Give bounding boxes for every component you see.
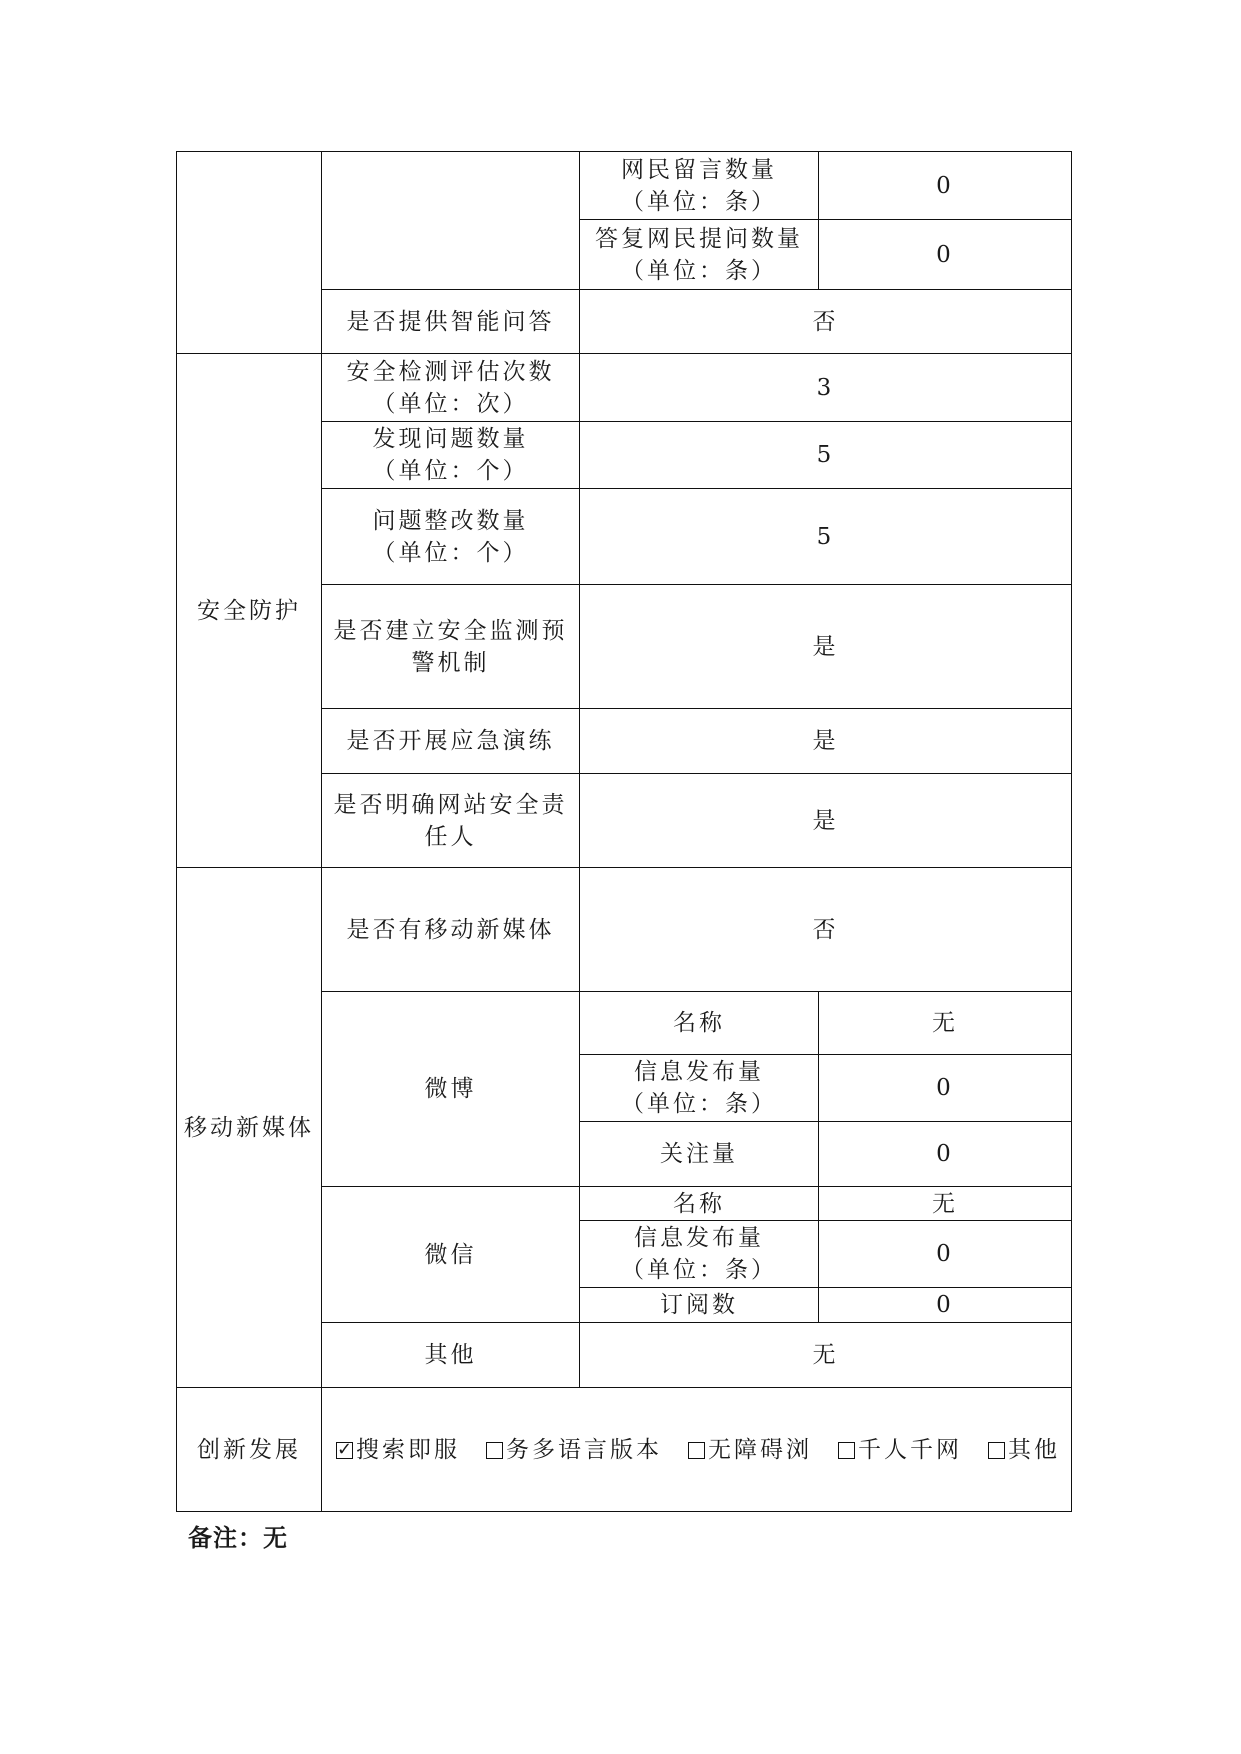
- security-owner-label: 是否明确网站安全责任人: [322, 774, 580, 868]
- report-table: [176, 151, 1072, 1512]
- wechat-posts-label: 信息发布量: [634, 1225, 764, 1251]
- interaction-section-cell: [177, 152, 322, 354]
- problems-fixed-label: 问题整改数量: [372, 507, 529, 534]
- innovation-option-label: 搜索即服: [356, 1436, 460, 1463]
- emergency-drill-label: 是否开展应急演练: [322, 709, 580, 774]
- weibo-posts-label: 信息发布量: [634, 1059, 764, 1085]
- unchecked-checkbox-icon: [486, 1442, 503, 1459]
- smart-qa-value: 否: [580, 290, 1072, 354]
- weibo-posts-label-cell: [580, 1055, 819, 1122]
- unchecked-checkbox-icon: [988, 1442, 1005, 1459]
- problems-fixed-label-cell: [322, 489, 580, 585]
- other-media-label: 其他: [322, 1323, 580, 1388]
- innovation-section-label: 创新发展: [177, 1388, 322, 1512]
- problems-found-unit: （单位：个）: [372, 458, 529, 484]
- problems-found-label: 发现问题数量: [372, 426, 529, 452]
- reply-count-value: 0: [819, 220, 1072, 290]
- reply-count-label: 答复网民提问数量: [595, 225, 803, 252]
- weibo-name-value: 无: [819, 992, 1072, 1055]
- checked-checkbox-icon: [336, 1442, 353, 1459]
- wechat-name-value: 无: [819, 1187, 1072, 1221]
- reply-count-label-cell: [580, 220, 819, 290]
- comment-count-unit: （单位：条）: [621, 188, 777, 215]
- innovation-option: [336, 1434, 460, 1466]
- weibo-posts-unit: （单位：条）: [621, 1091, 777, 1117]
- has-media-label: 是否有移动新媒体: [322, 868, 580, 992]
- weibo-label: 微博: [322, 992, 580, 1187]
- other-media-value: 无: [580, 1323, 1072, 1388]
- problems-fixed-value: 5: [580, 489, 1072, 585]
- comment-count-value: 0: [819, 152, 1072, 220]
- comment-count-label-cell: [580, 152, 819, 220]
- emergency-drill-value: 是: [580, 709, 1072, 774]
- innovation-options-cell: [322, 1388, 1072, 1512]
- wechat-label: 微信: [322, 1187, 580, 1323]
- weibo-followers-value: 0: [819, 1122, 1072, 1187]
- media-section-label: 移动新媒体: [177, 868, 322, 1388]
- innovation-option: [486, 1434, 662, 1466]
- unchecked-checkbox-icon: [688, 1442, 705, 1459]
- wechat-posts-label-cell: [580, 1221, 819, 1288]
- weibo-posts-value: 0: [819, 1055, 1072, 1122]
- innovation-option: [838, 1434, 962, 1466]
- security-eval-unit: （单位：次）: [372, 390, 529, 417]
- innovation-option-label: 无障碍浏: [708, 1436, 812, 1463]
- innovation-options: [328, 1434, 1065, 1466]
- weibo-followers-label: 关注量: [580, 1122, 819, 1187]
- security-eval-label-cell: [322, 354, 580, 422]
- innovation-option-label: 其他: [1008, 1436, 1060, 1463]
- monitoring-mechanism-value: 是: [580, 585, 1072, 709]
- security-eval-value: 3: [580, 354, 1072, 422]
- comment-count-label: 网民留言数量: [621, 156, 777, 183]
- interaction-subsection-cell: [322, 152, 580, 290]
- innovation-option: [988, 1434, 1060, 1466]
- security-eval-label: 安全检测评估次数: [346, 358, 555, 385]
- innovation-option: [688, 1434, 812, 1466]
- has-media-value: 否: [580, 868, 1072, 992]
- security-owner-value: 是: [580, 774, 1072, 868]
- security-section-label: 安全防护: [177, 354, 322, 868]
- weibo-name-label: 名称: [580, 992, 819, 1055]
- innovation-option-label: 务多语言版本: [506, 1436, 662, 1463]
- smart-qa-label: 是否提供智能问答: [322, 290, 580, 354]
- problems-found-label-cell: [322, 422, 580, 489]
- wechat-posts-unit: （单位：条）: [621, 1257, 777, 1283]
- wechat-subscribers-label: 订阅数: [580, 1288, 819, 1323]
- unchecked-checkbox-icon: [838, 1442, 855, 1459]
- monitoring-mechanism-label: 是否建立安全监测预警机制: [322, 585, 580, 709]
- reply-count-unit: （单位：条）: [621, 257, 777, 284]
- wechat-subscribers-value: 0: [819, 1288, 1072, 1323]
- wechat-posts-value: 0: [819, 1221, 1072, 1288]
- problems-fixed-unit: （单位：个）: [372, 539, 529, 566]
- problems-found-value: 5: [580, 422, 1072, 489]
- remark: 备注：无: [188, 1523, 288, 1552]
- innovation-option-label: 千人千网: [858, 1436, 962, 1463]
- wechat-name-label: 名称: [580, 1187, 819, 1221]
